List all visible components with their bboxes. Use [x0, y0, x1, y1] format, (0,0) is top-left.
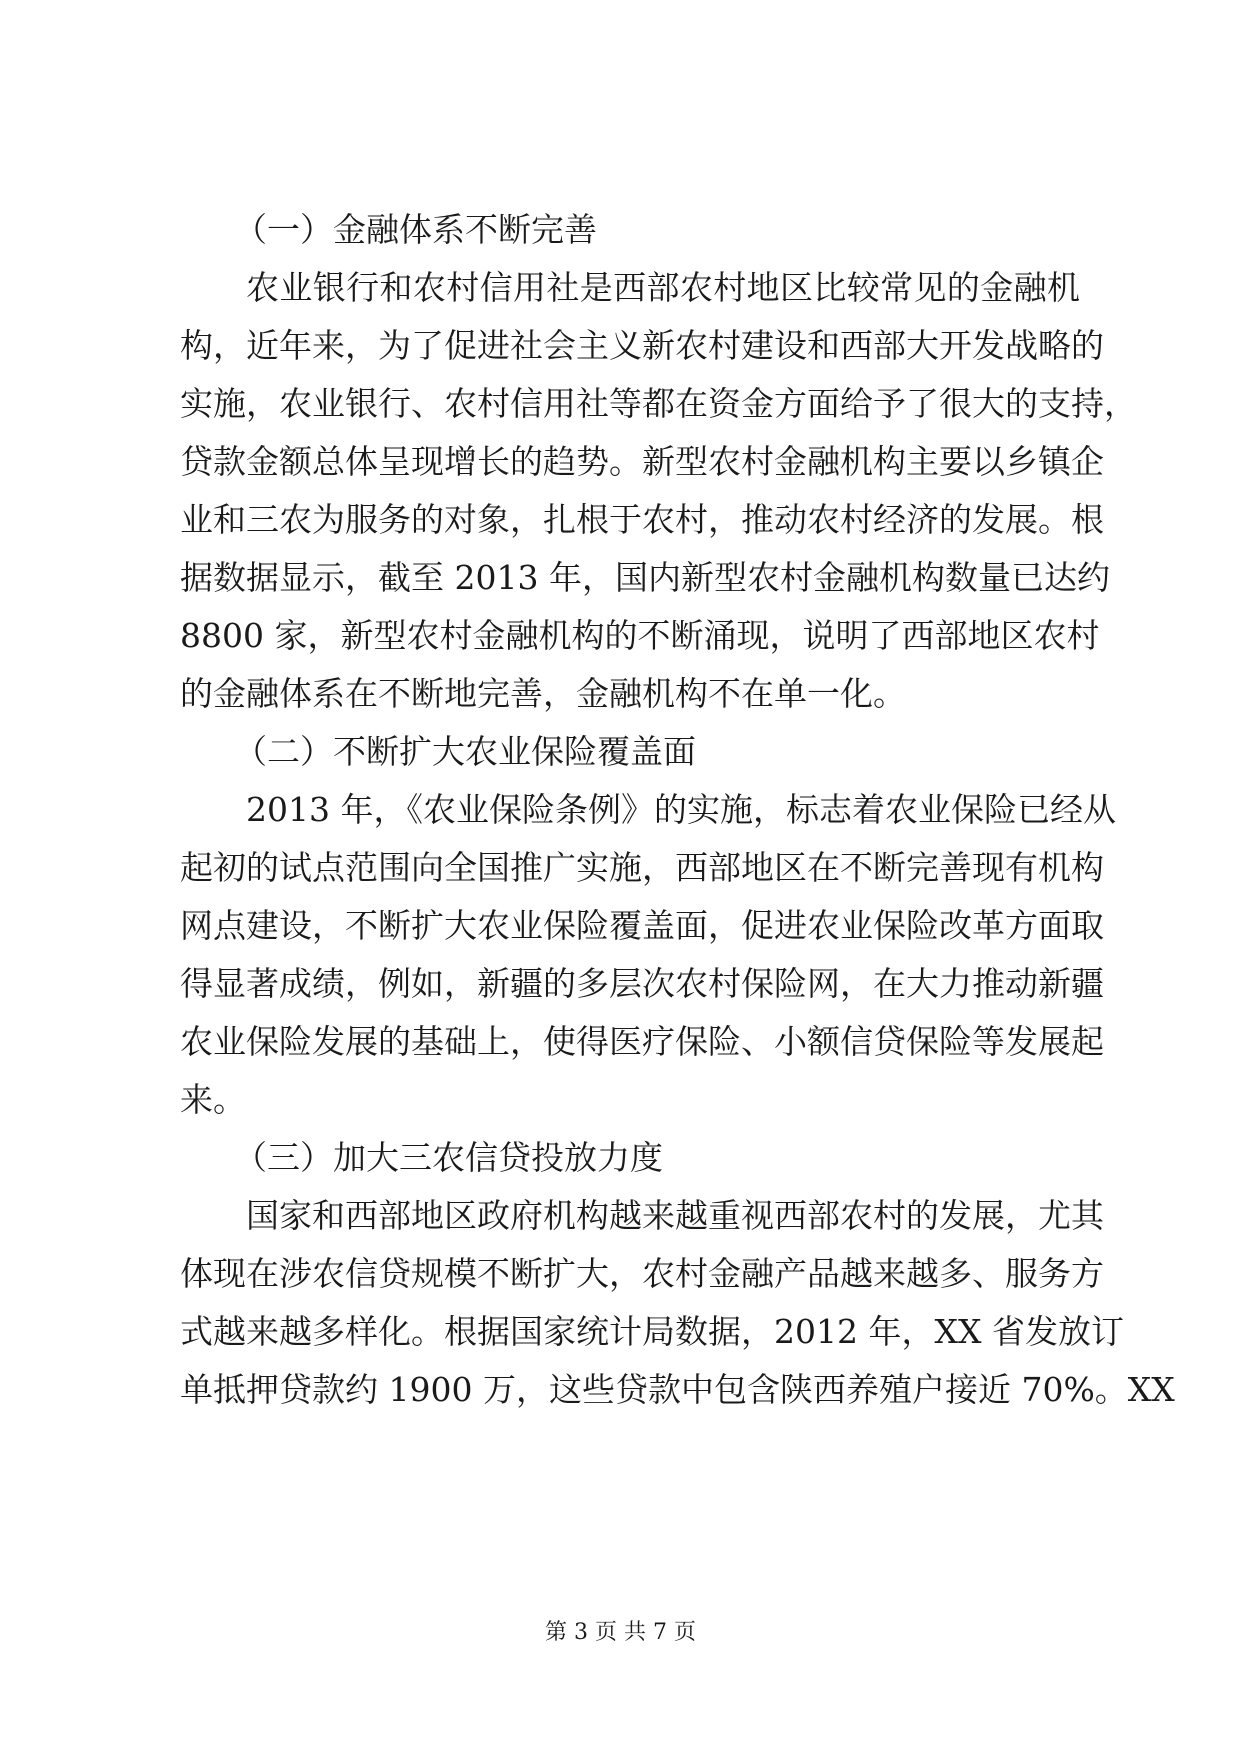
paragraph-line: 业和三农为服务的对象，扎根于农村，推动农村经济的发展。根 — [180, 500, 1104, 539]
paragraph-line: 式越来越多样化。根据国家统计局数据，2012 年，XX 省发放订 — [180, 1312, 1124, 1351]
paragraph-line: 农业保险发展的基础上，使得医疗保险、小额信贷保险等发展起 — [180, 1022, 1104, 1061]
paragraph-line: 网点建设，不断扩大农业保险覆盖面，促进农业保险改革方面取 — [180, 906, 1104, 945]
paragraph-line: 贷款金额总体呈现增长的趋势。新型农村金融机构主要以乡镇企 — [180, 442, 1104, 481]
paragraph-line: 单抵押贷款约 1900 万，这些贷款中包含陕西养殖户接近 70%。XX — [180, 1370, 1175, 1409]
section-heading-2: （二）不断扩大农业保险覆盖面 — [234, 732, 696, 771]
paragraph-line: 构，近年来，为了促进社会主义新农村建设和西部大开发战略的 — [180, 326, 1104, 365]
paragraph-line: 2013 年，《农业保险条例》的实施，标志着农业保险已经从 — [246, 790, 1116, 829]
paragraph-line: 起初的试点范围向全国推广实施，西部地区在不断完善现有机构 — [180, 848, 1104, 887]
paragraph-line: 农业银行和农村信用社是西部农村地区比较常见的金融机 — [246, 268, 1080, 307]
section-heading-1: （一）金融体系不断完善 — [234, 210, 597, 249]
paragraph-line: 的金融体系在不断地完善，金融机构不在单一化。 — [180, 674, 906, 713]
paragraph-line: 实施，农业银行、农村信用社等都在资金方面给予了很大的支持， — [180, 384, 1137, 423]
paragraph-line: 国家和西部地区政府机构越来越重视西部农村的发展，尤其 — [246, 1196, 1104, 1235]
paragraph-line: 来。 — [180, 1080, 246, 1119]
section-heading-3: （三）加大三农信贷投放力度 — [234, 1138, 663, 1177]
page-number-footer: 第 3 页 共 7 页 — [545, 1620, 696, 1645]
paragraph-line: 体现在涉农信贷规模不断扩大，农村金融产品越来越多、服务方 — [180, 1254, 1104, 1293]
paragraph-line: 得显著成绩，例如，新疆的多层次农村保险网，在大力推动新疆 — [180, 964, 1104, 1003]
paragraph-line: 据数据显示，截至 2013 年，国内新型农村金融机构数量已达约 — [180, 558, 1110, 597]
paragraph-line: 8800 家，新型农村金融机构的不断涌现，说明了西部地区农村 — [180, 616, 1100, 655]
